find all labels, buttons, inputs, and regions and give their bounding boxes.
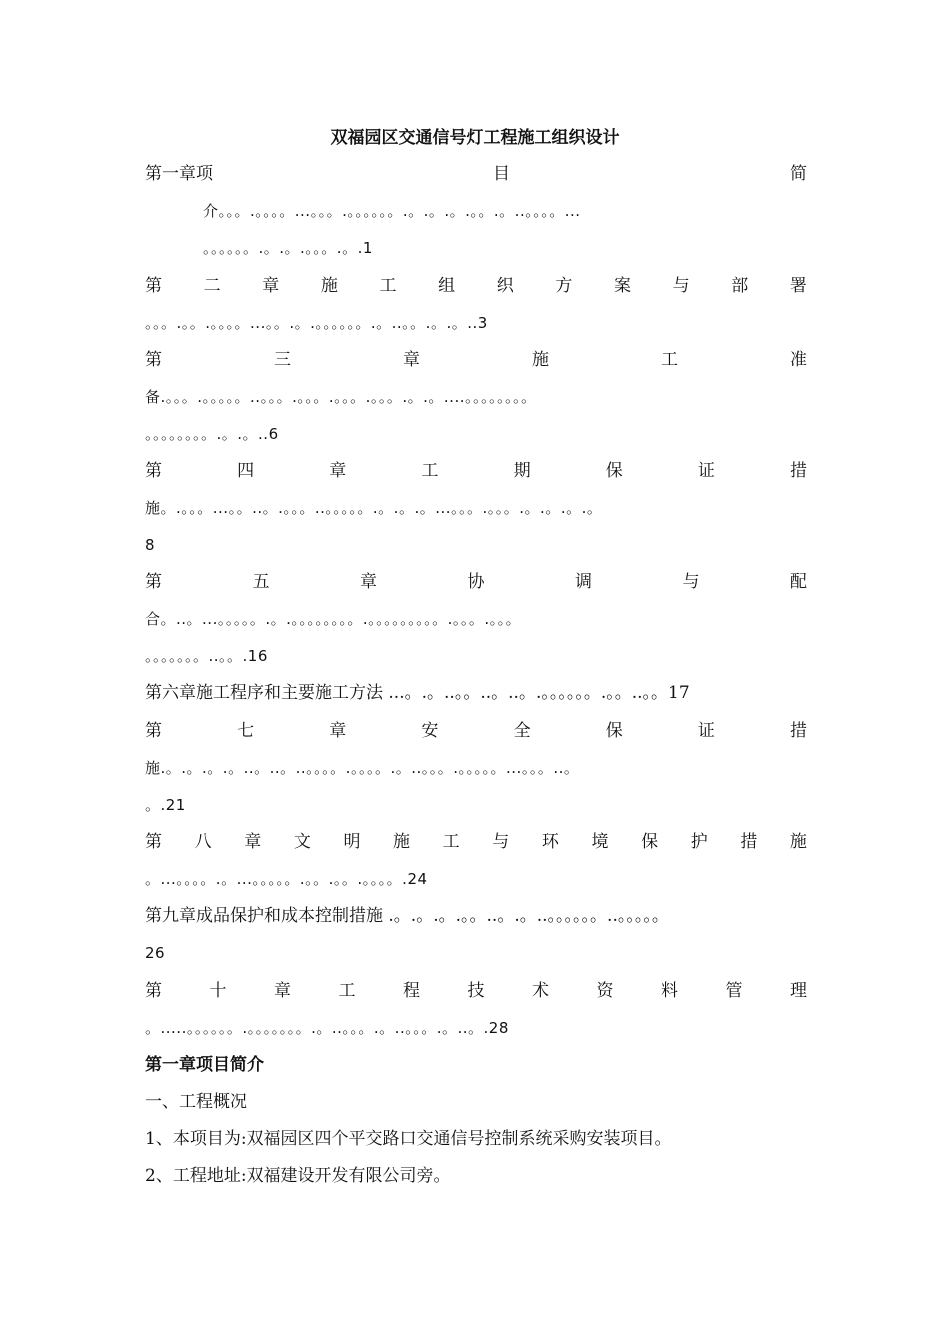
toc-entry-ch9-page: 26 bbox=[145, 944, 166, 962]
toc-entry-ch7-heading[interactable]: 第 七 章 安 全 保 证 措 bbox=[145, 721, 807, 741]
toc-entry-ch5-leader: 合。..。...。。。。。.。.。。。。。。。。.。。。。。。。。。.。。。.。。。 bbox=[145, 610, 522, 628]
toc-entry-ch2-leader: 。。。.。。.。。。。...。。.。.。。。。。。.。..。。.。.。..3 bbox=[145, 314, 488, 332]
toc-entry-ch4-leader: 施。.。。。...。。..。.。。。..。。。。。.。.。.。...。。。.。。。.。.。.。.。 bbox=[145, 499, 603, 517]
paragraph-item-2: 2、工程地址:双福建设开发有限公司旁。 bbox=[145, 1166, 451, 1186]
section-heading: 第一章项目简介 bbox=[145, 1055, 264, 1075]
toc-entry-ch7-page: 。.21 bbox=[145, 796, 186, 814]
toc-entry-ch10-leader: 。.....。。。。。。.。。。。。。。.。..。。。.。..。。。.。..。.28 bbox=[145, 1019, 509, 1037]
toc-entry-ch3-page: 。。。。。。。。.。.。..6 bbox=[145, 425, 279, 443]
toc-entry-ch6[interactable]: 第六章施工程序和主要施工方法 ...。.。..。。..。..。.。。。。。。.。。..。。17 bbox=[145, 683, 690, 703]
toc-entry-ch4-page: 8 bbox=[145, 536, 156, 554]
paragraph-item-1: 1、本项目为:双福园区四个平交路口交通信号控制系统采购安装项目。 bbox=[145, 1129, 672, 1149]
toc-entry-ch8-leader: 。...。。。。.。...。。。。。.。。.。。.。。。。.24 bbox=[145, 870, 428, 888]
toc-entry-ch4-heading[interactable]: 第 四 章 工 期 保 证 措 bbox=[145, 461, 807, 481]
toc-entry-ch1-leader: 介。。。.。。。。...。。。.。。。。。。.。.。.。.。。.。..。。。。... bbox=[203, 202, 581, 220]
toc-entry-ch7-leader: 施.。.。.。.。..。..。..。。。。.。。。。.。..。。。.。。。。。...。。。..。 bbox=[145, 759, 580, 777]
toc-entry-ch1-heading[interactable]: 第一章项 目 简 bbox=[145, 164, 807, 184]
toc-entry-ch8-heading[interactable]: 第 八 章 文 明 施 工 与 环 境 保 护 措 施 bbox=[145, 832, 807, 852]
toc-entry-ch10-heading[interactable]: 第 十 章 工 程 技 术 资 料 管 理 bbox=[145, 981, 807, 1001]
toc-entry-ch3-heading[interactable]: 第 三 章 施 工 准 bbox=[145, 350, 807, 370]
toc-entry-ch9[interactable]: 第九章成品保护和成本控制措施 .。.。.。.。。..。.。..。。。。。。..。。。。。 bbox=[145, 906, 669, 926]
toc-entry-ch1-page: 。。。。。。.。.。.。。。.。.1 bbox=[203, 239, 373, 257]
toc-entry-ch2-heading[interactable]: 第 二 章 施 工 组 织 方 案 与 部 署 bbox=[145, 276, 807, 296]
toc-entry-ch3-leader: 备.。。。.。。。。。..。。。.。。。.。。。.。。。.。.。....。。。。。。。。 bbox=[145, 388, 537, 406]
sub-heading: 一、工程概况 bbox=[145, 1092, 247, 1112]
document-title: 双福园区交通信号灯工程施工组织设计 bbox=[330, 128, 620, 148]
toc-entry-ch5-heading[interactable]: 第 五 章 协 调 与 配 bbox=[145, 572, 807, 592]
toc-entry-ch5-page: 。。。。。。。..。。.16 bbox=[145, 647, 268, 665]
